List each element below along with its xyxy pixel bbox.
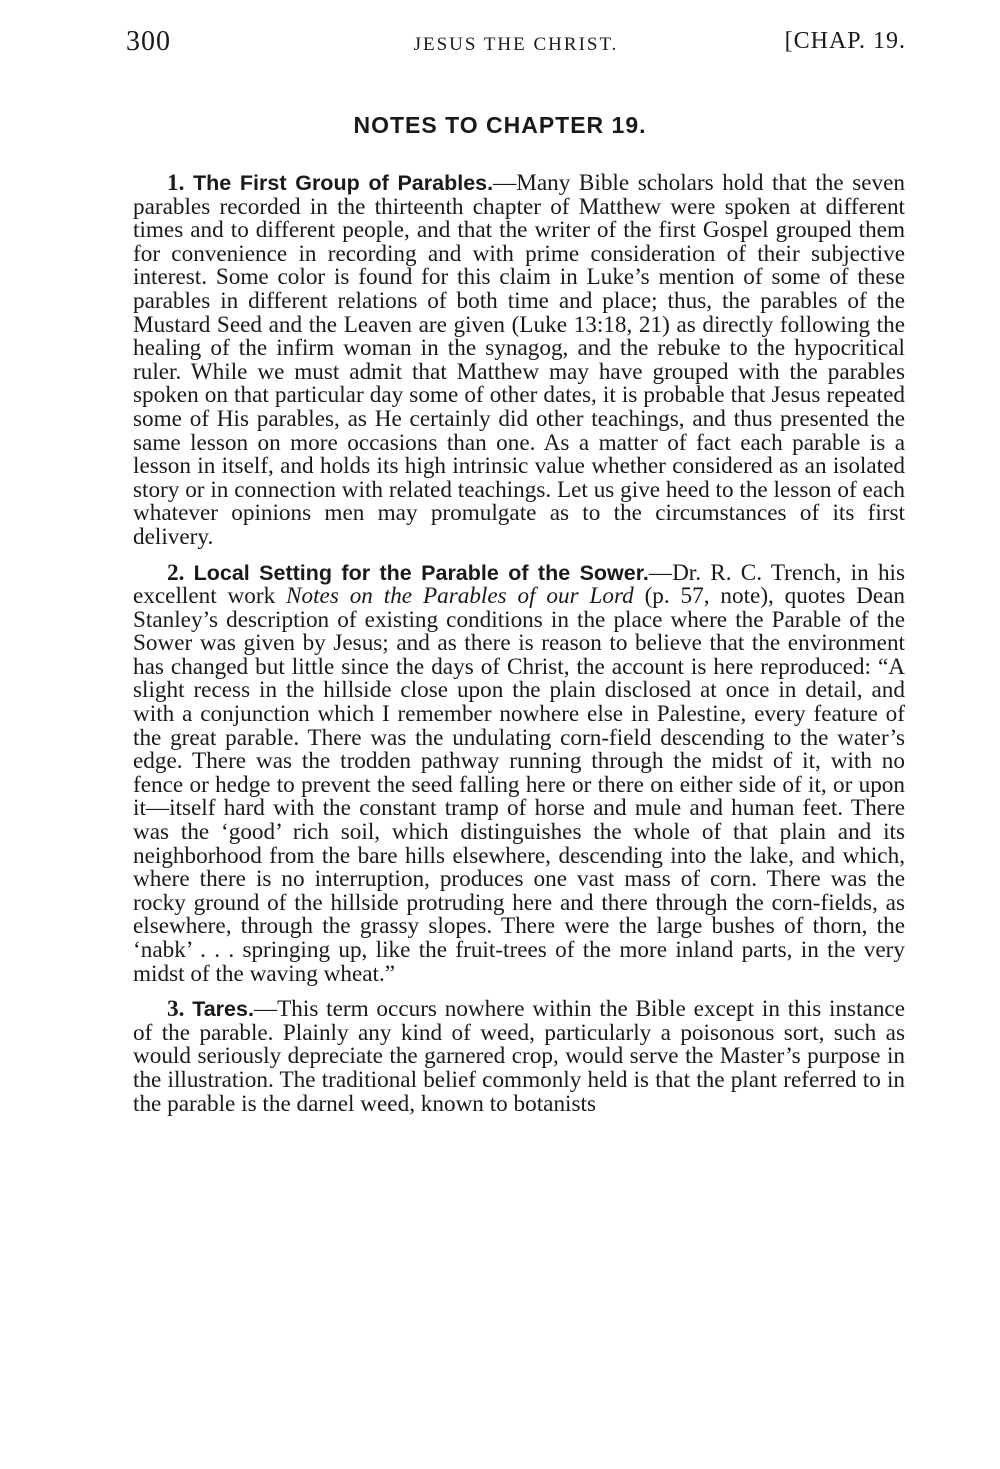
note-title: The First Group of Parables. [192,171,494,195]
note-number: 1. [167,170,185,196]
note-number: 3. [167,996,185,1023]
running-title: JESUS THE CHRIST. [413,34,619,55]
page-number: 300 [126,26,171,57]
note-local-setting-sower [133,559,905,987]
notes-body [133,172,905,1116]
note-first-group-of-parables [133,172,905,550]
note-text: —Dr. R. C. Trench, in his excellent work [133,559,905,610]
note-title: Tares. [192,997,254,1022]
notes-heading: NOTES TO CHAPTER 19. [353,112,647,138]
note-tares [133,998,905,1116]
note-number: 2. [167,559,185,586]
cited-book-title: Notes on the Parables of our Lord [286,583,634,610]
note-text-continued: (p. 57, note), quotes Dean Stanley’s description of existing conditions in the place where the Parable of the Sower was given by Jesus; and as there is reason to believe that the environment has changed but little since the days of Christ, the account is here reproduced: “A slight recess in the hillside close upon the plain disclosed at once in detail, and with a conjunction which I remember nowhere else in Palestine, every feature of the great parable. There was the undulating corn-field descending to the water’s edge. There was the trodden pathway running through the midst of it, with no fence or hedge to prevent the seed falling here or there on either side of it, or upon it—itself hard with the constant tramp of horse and mule and human feet. There was the ‘good’ rich soil, which distinguishes the whole of that plain and its neighborhood from the bare hills elsewhere, descending into the lake, and which, where there is no interruption, produces one vast mass of corn. There was the rocky ground of the hillside protruding here and there through the corn-fields, as elsewhere, through the grassy slopes. There were the large bushes of thorn, the ‘nabk’ . . . springing up, like the fruit-trees of the more inland parts, in the very midst of the waving wheat.” [133,583,905,987]
chapter-reference: [CHAP. 19. [784,28,906,54]
note-text: —Many Bible scholars hold that the seven parables recorded in the thirteenth chapter of Matthew were spoken at different times and to different people, and that the writer of the first Gospel grouped them for convenience in recording and with prime consideration of their subjective interest. Some color is found for this claim in Luke’s mention of some of these parables in different relations of both time and place; thus, the parables of the Mustard Seed and the Leaven are given (Luke 13:18, 21) as directly following the healing of the infirm woman in the synagog, and the rebuke to the hypocritical ruler. While we must admit that Matthew may have grouped with the parables spoken on that particular day some of other dates, it is probable that Jesus repeated some of His parables, as He certainly did other teachings, and thus presented the same lesson on more occasions than one. As a matter of fact each parable is a lesson in itself, and holds its high intrinsic value whether considered as an isolated story or in connection with related teachings. Let us give heed to the lesson of each whatever opinions men may promulgate as to the circumstances of its first delivery. [133,170,906,550]
note-title: Local Setting for the Parable of the Sower. [193,560,649,585]
note-text: —This term occurs nowhere within the Bible except in this instance of the parable. Plainly any kind of weed, particularly a poisonous sort, such as would seriously depreciate the garnered crop, would serve the Master’s purpose in the illustration. The traditional belief commonly held is that the plant referred to in the parable is the darnel weed, known to botanists [133,996,905,1117]
running-head [126,26,906,66]
